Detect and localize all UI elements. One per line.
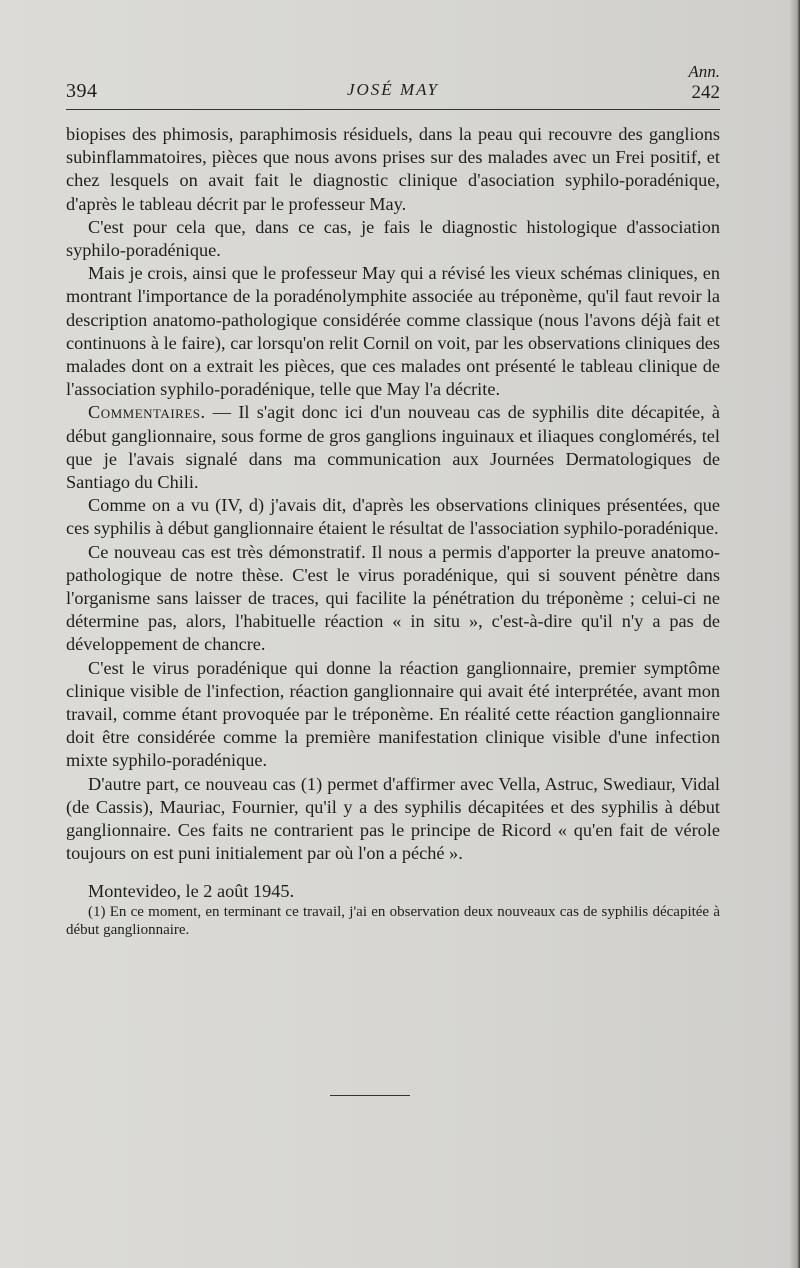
paragraph-1: biopises des phimosis, paraphimosis résiduels, dans la peau qui recouvre des ganglions subinflammatoires, pièces que nous avons prises sur des malades avec un Frei positif, et chez lesquels on avait fait le diagnostic clinique d'asociation syphilo-poradénique, d'après le tableau décrit par le professeur May. bbox=[66, 124, 720, 214]
paragraph-7: C'est le virus poradénique qui donne la réaction ganglionnaire, premier symptôme clinique visible de l'infection, réaction ganglionnaire qui avait été interprétée, avant mon travail, comme étant provoquée par le tréponème. En réalité cette réaction ganglionnaire doit être considérée comme la première manifestation clinique visible d'une infection mixte syphilo-poradénique. bbox=[66, 657, 720, 771]
running-title: JOSÉ MAY bbox=[346, 80, 440, 99]
paragraph-8: D'autre part, ce nouveau cas (1) permet d'affirmer avec Vella, Astruc, Swediaur, Vidal (de Cassis), Mauriac, Fournier, qu'il y a des syphilis décapitées et des syphilis à début ganglionnaire. Ces faits ne contrarient pas le principe de Ricord « qu'en fait de vérole toujours on est puni initialement par où l'on a péché ». bbox=[66, 773, 720, 864]
body-text bbox=[66, 123, 720, 939]
paragraph-2: C'est pour cela que, dans ce cas, je fais le diagnostic histologique d'association syphilo-poradénique. bbox=[66, 216, 720, 261]
page-number: 394 bbox=[66, 80, 98, 102]
paragraph-3: Mais je crois, ainsi que le professeur May qui a révisé les vieux schémas cliniques, en montrant l'importance de la poradénolymphite associée au tréponème, qu'il faut revoir la description anatomo-pathologique considérée comme classique (nous l'avons déjà fait et continuons à le faire), car lorsqu'on relit Cornil on voit, par les observations cliniques des malades dont on a extrait les pièces, que ces malades ont présenté le tableau clinique de l'association syphilo-poradénique, telle que May l'a décrite. bbox=[66, 263, 720, 400]
paragraph-6: Ce nouveau cas est très démonstratif. Il nous a permis d'apporter la preuve anatomo-pathologique de notre thèse. C'est le virus poradénique, qui si souvent pénètre dans l'organisme sans laisser de traces, qui facilite la pénétration du tréponème ; celui-ci ne détermine pas, alors, l'habituelle réaction « in situ », c'est-à-dire qu'il n'y a pas de développement de chancre. bbox=[66, 541, 720, 655]
signoff: Montevideo, le 2 août 1945. bbox=[88, 880, 295, 901]
paragraph-commentaires bbox=[66, 401, 720, 494]
footnote: (1) En ce moment, en terminant ce travail, j'ai en observation deux nouveaux cas de syphilis décapitée à début ganglionnaire. bbox=[66, 903, 720, 938]
ann-number: 242 bbox=[691, 82, 720, 103]
annotation-block bbox=[688, 62, 720, 104]
header-rule bbox=[66, 109, 720, 110]
commentaires-text: — Il s'agit donc ici d'un nouveau cas de syphilis dite décapitée, à début ganglionnaire, sous forme de gros ganglions inguinaux et iliaques conglomérés, tel que je l'avais signalé dans ma communication aux Journées Dermatologiques de Santiago du Chili. bbox=[66, 402, 720, 493]
page-edge-shadow bbox=[790, 0, 800, 1268]
ann-label: Ann. bbox=[688, 62, 720, 81]
end-rule bbox=[330, 1095, 410, 1096]
commentaires-label: Commentaires. bbox=[88, 402, 206, 423]
paragraph-5: Comme on a vu (IV, d) j'avais dit, d'après les observations cliniques présentées, que ces syphilis à début ganglionnaire étaient le résultat de l'association syphilo-poradénique. bbox=[66, 495, 720, 539]
spacer bbox=[66, 866, 720, 880]
page-header bbox=[66, 60, 720, 110]
